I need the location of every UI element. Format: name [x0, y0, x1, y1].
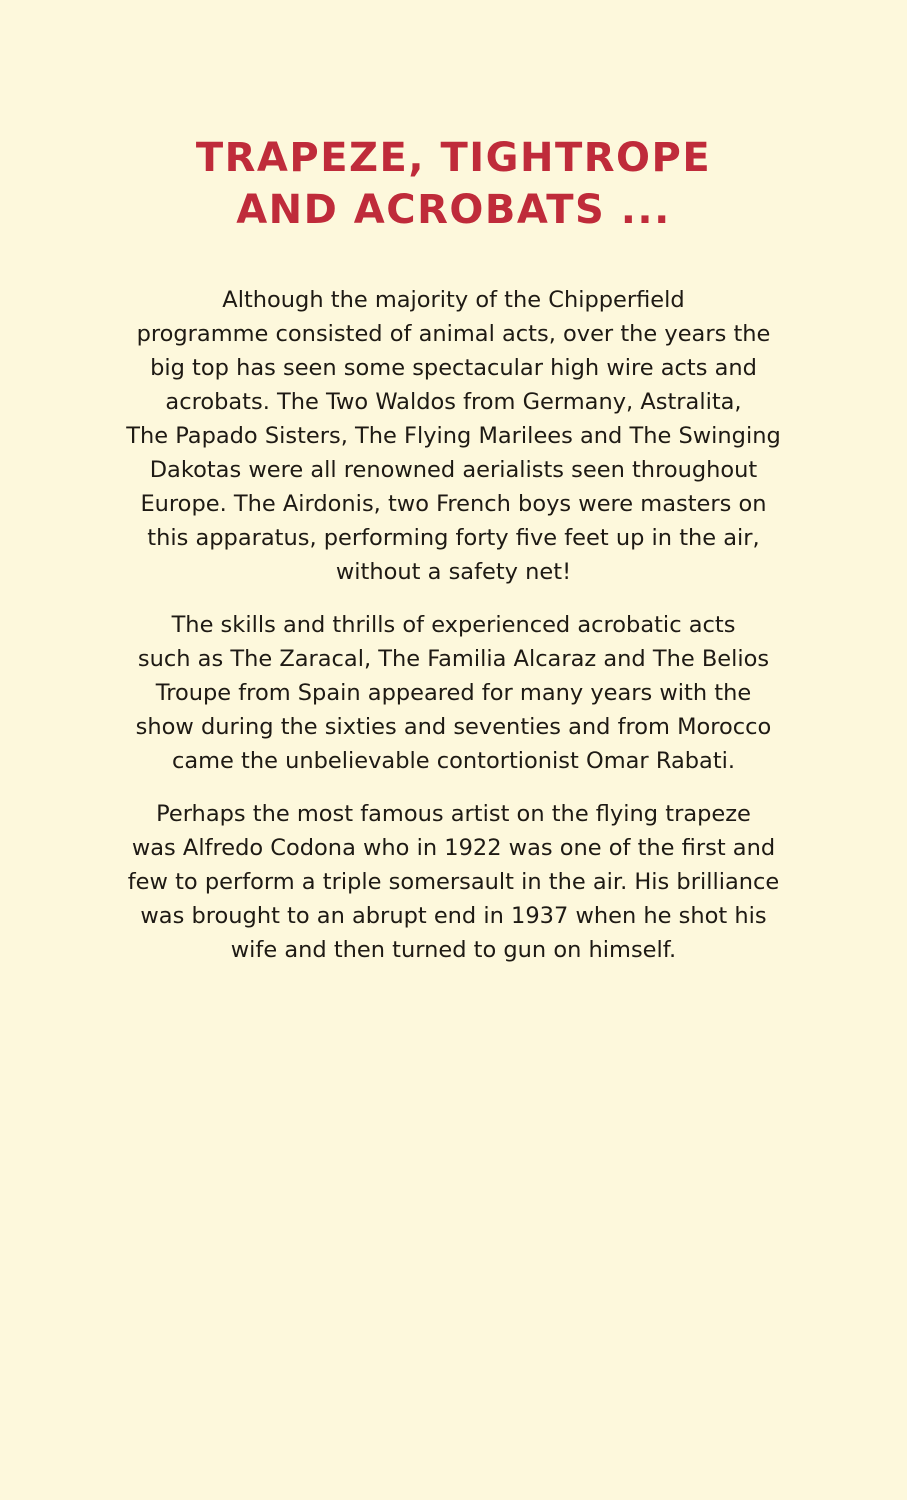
text-line: came the unbelievable contortionist Omar Rabati.: [171, 748, 736, 774]
paragraph-codona: [108, 797, 799, 967]
text-line: Perhaps the most famous artist on the flying trapeze: [156, 801, 751, 827]
text-line: this apparatus, performing forty five feet up in the air,: [147, 525, 760, 551]
title-line-2: AND ACROBATS ...: [236, 187, 671, 233]
text-line: Although the majority of the Chipperfield: [222, 287, 685, 313]
text-line: Troupe from Spain appeared for many years with the: [155, 680, 752, 706]
text-line: The skills and thrills of experienced acrobatic acts: [171, 612, 736, 638]
text-line: The Papado Sisters, The Flying Marilees and The Swinging: [126, 423, 781, 449]
text-line: wife and then turned to gun on himself.: [230, 937, 677, 963]
text-line: without a safety net!: [335, 559, 572, 585]
page-title: [0, 132, 907, 236]
text-line: big top has seen some spectacular high wire acts and: [150, 355, 757, 381]
text-line: was Alfredo Codona who in 1922 was one of the first and: [131, 835, 776, 861]
text-line: Dakotas were all renowned aerialists seen throughout: [149, 457, 758, 483]
body-text: [108, 283, 799, 986]
text-line: acrobats. The Two Waldos from Germany, Astralita,: [165, 389, 742, 415]
title-line-1: TRAPEZE, TIGHTROPE: [195, 135, 712, 181]
text-line: programme consisted of animal acts, over the years the: [136, 321, 771, 347]
text-line: show during the sixties and seventies and from Morocco: [135, 714, 772, 740]
text-line: such as The Zaracal, The Familia Alcaraz and The Belios: [137, 646, 770, 672]
paragraph-aerialists: [108, 283, 799, 589]
paragraph-acrobatic-acts: [108, 608, 799, 778]
text-line: was brought to an abrupt end in 1937 when he shot his: [140, 903, 767, 929]
text-line: Europe. The Airdonis, two French boys were masters on: [140, 491, 767, 517]
text-line: few to perform a triple somersault in the air. His brilliance: [127, 869, 780, 895]
